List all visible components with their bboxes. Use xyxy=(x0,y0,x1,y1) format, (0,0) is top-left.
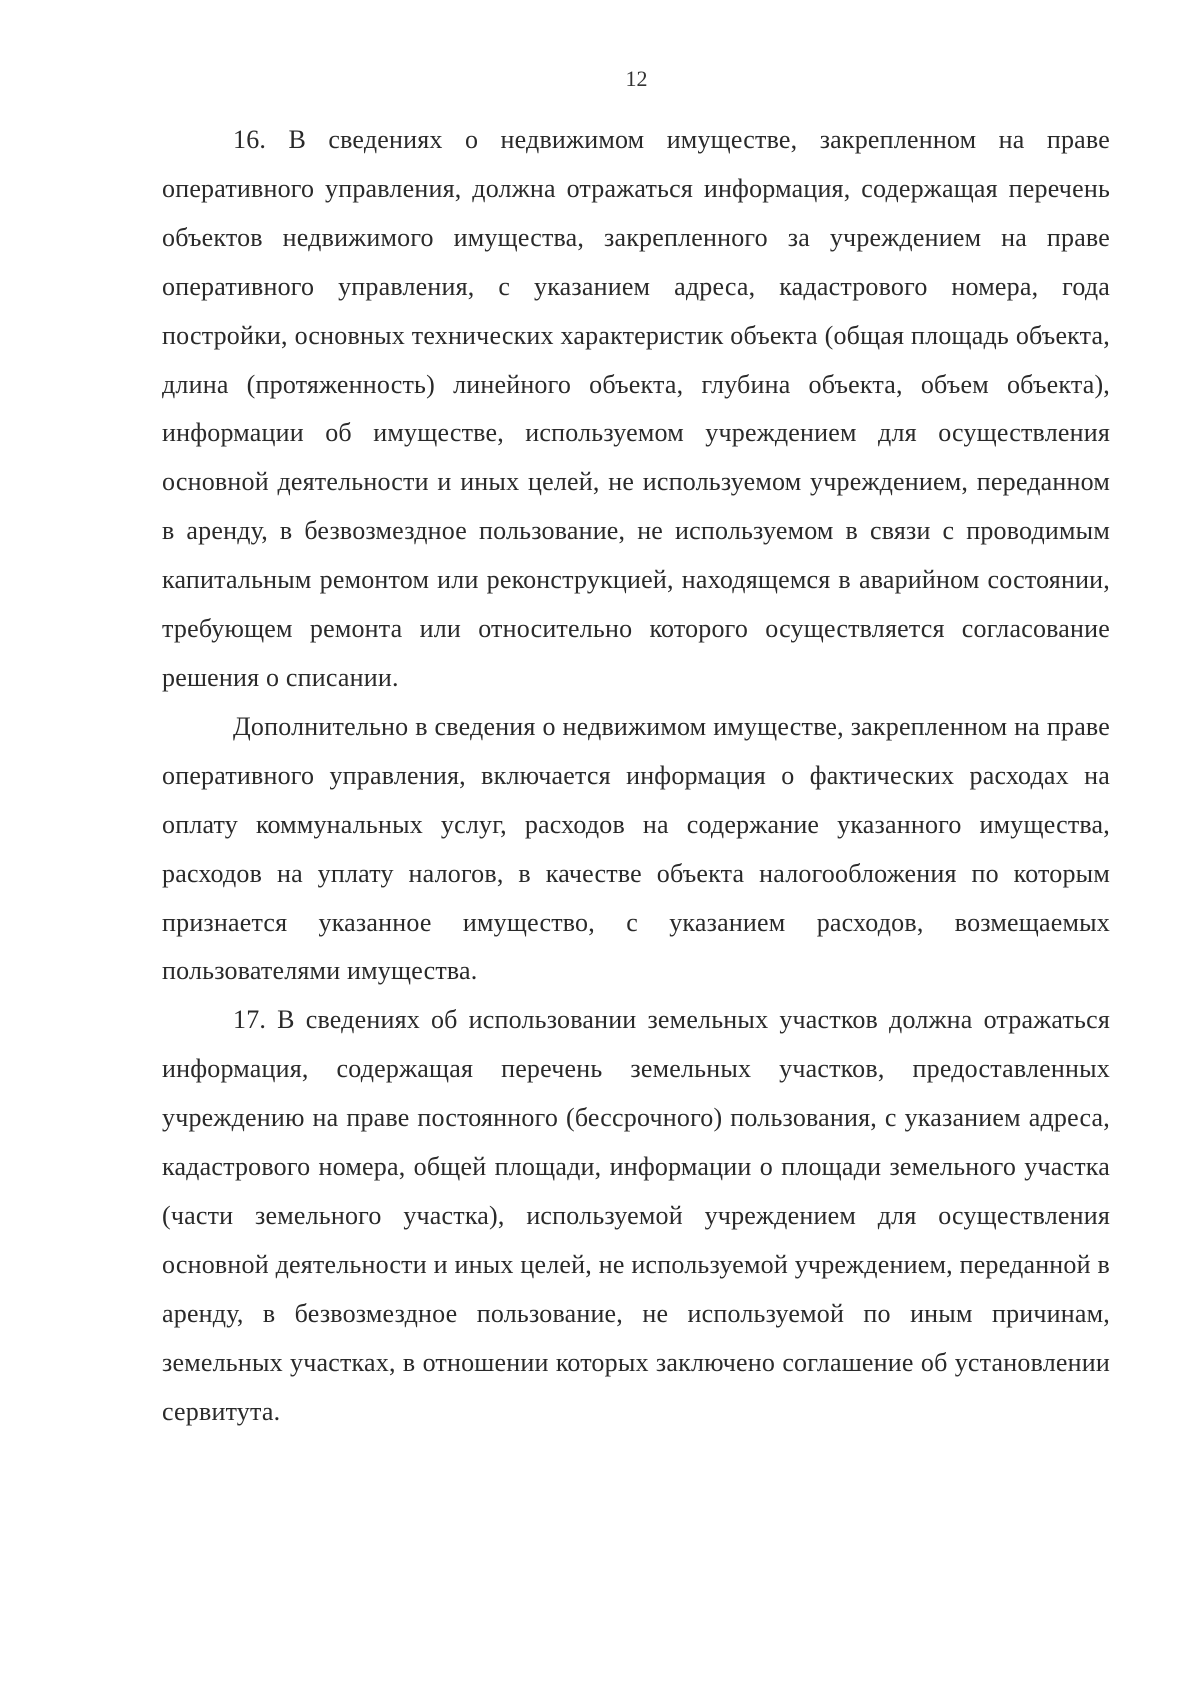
document-body xyxy=(162,116,1110,1436)
page-number: 12 xyxy=(625,66,648,91)
paragraph-additional: Дополнительно в сведения о недвижимом имуществе, закрепленном на праве оперативного управления, включается информация о фактических расходах на оплату коммунальных услуг, расходов на содержание указанного имущества, расходов на уплату налогов, в качестве объекта налогообложения по которым признается указанное имущество, с указанием расходов, возмещаемых пользователями имущества. xyxy=(162,711,1110,986)
paragraph-17: 17. В сведениях об использовании земельных участков должна отражаться информация, содержащая перечень земельных участков, предоставленных учреждению на праве постоянного (бессрочного) пользования, с указанием адреса, кадастрового номера, общей площади, информации о площади земельного участка (части земельного участка), используемой учреждением для осуществления основной деятельности и иных целей, не используемой учреждением, переданной в аренду, в безвозмездное пользование, не используемой по иным причинам, земельных участках, в отношении которых заключено соглашение об установлении сервитута. xyxy=(162,1005,1110,1426)
paragraph-16: 16. В сведениях о недвижимом имуществе, закрепленном на праве оперативного управления, должна отражаться информация, содержащая перечень объектов недвижимого имущества, закрепленного за учреждением на праве оперативного управления, с указанием адреса, кадастрового номера, года постройки, основных технических характеристик объекта (общая площадь объекта, длина (протяженность) линейного объекта, глубина объекта, объем объекта), информации об имуществе, используемом учреждением для осуществления основной деятельности и иных целей, не используемом учреждением, переданном в аренду, в безвозмездное пользование, не используемом в связи с проводимым капитальным ремонтом или реконструкцией, находящемся в аварийном состоянии, требующем ремонта или относительно которого осуществляется согласование решения о списании. xyxy=(162,125,1110,692)
